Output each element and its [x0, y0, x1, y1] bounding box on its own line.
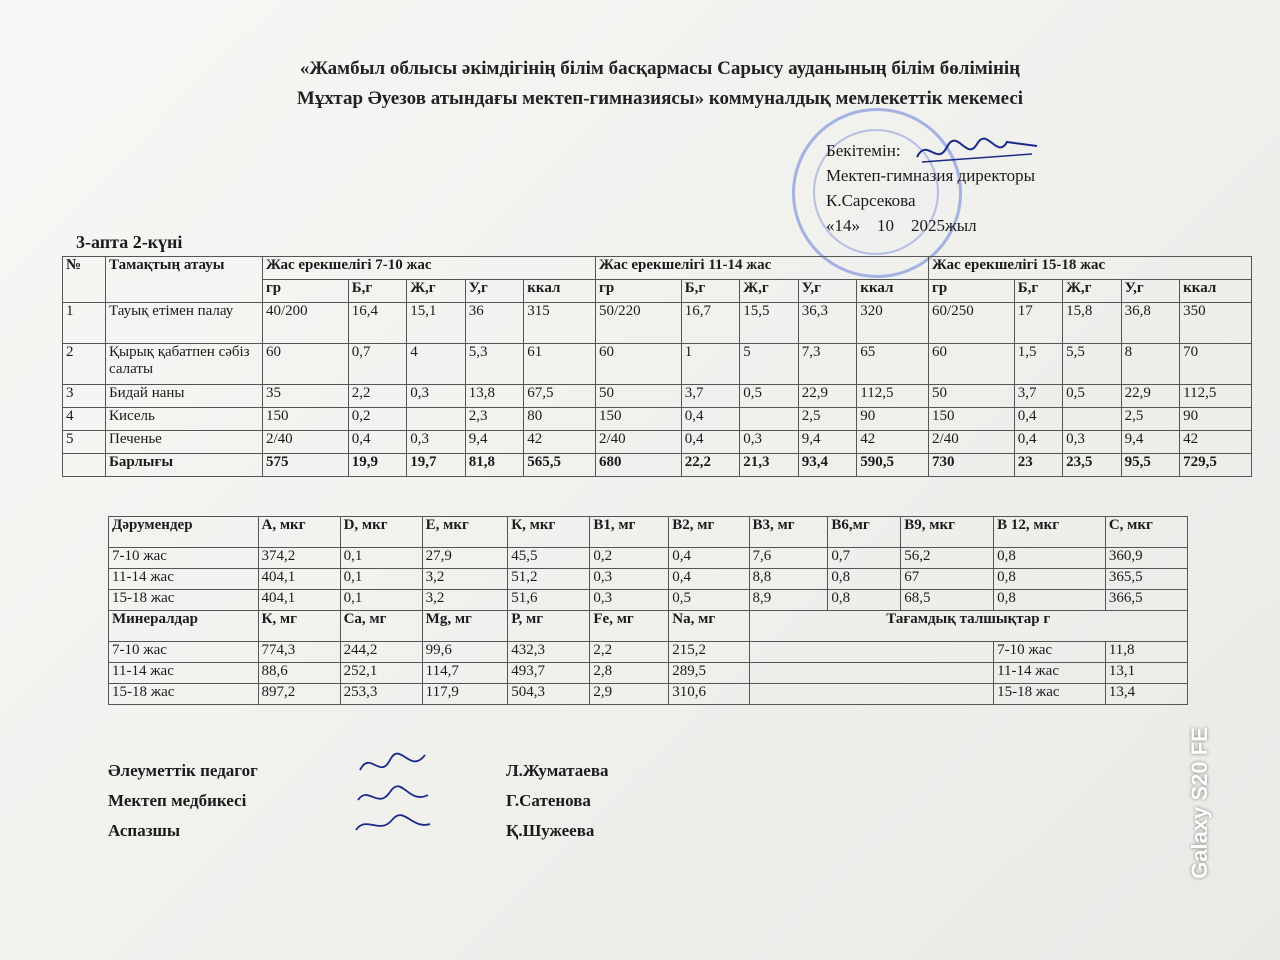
- total-row: [63, 454, 1252, 477]
- mineral-header-0: Минералдар: [109, 611, 259, 642]
- mineral-age: 7-10 жас: [109, 642, 259, 663]
- cell: 2,5: [1121, 408, 1180, 431]
- watermark-text: Galaxy S20 FE: [1187, 727, 1212, 879]
- dish-name: Бидай наны: [106, 385, 263, 408]
- mineral-header-2: Са, мг: [340, 611, 422, 642]
- fiber-value: 13,4: [1105, 684, 1187, 705]
- cell: 40/200: [263, 303, 349, 344]
- vitamin-cell: 0,7: [828, 548, 901, 569]
- cell: 36,8: [1121, 303, 1180, 344]
- mineral-cell: 99,6: [422, 642, 508, 663]
- mineral-cell: 252,1: [340, 663, 422, 684]
- mineral-header-row: [109, 611, 1188, 642]
- subhead-2-1: Б,г: [1014, 280, 1062, 303]
- vitamin-header-8: В6,мг: [828, 517, 901, 548]
- cell: 2,2: [348, 385, 407, 408]
- cell: 16,7: [681, 303, 740, 344]
- cell: 0,3: [407, 385, 466, 408]
- cell: 70: [1180, 344, 1252, 385]
- fiber-header: Тағамдық талшықтар г: [749, 611, 1187, 642]
- mineral-header-1: К, мг: [258, 611, 340, 642]
- table-row: [63, 408, 1252, 431]
- mineral-cell: 774,3: [258, 642, 340, 663]
- total-cell: 23: [1014, 454, 1062, 477]
- name-social-pedagogue: Л.Жуматаева: [506, 761, 609, 780]
- row-no: 4: [63, 408, 106, 431]
- vitamin-cell: 3,2: [422, 569, 508, 590]
- cell: 15,8: [1063, 303, 1122, 344]
- cell: 112,5: [857, 385, 929, 408]
- cell: 5,5: [1063, 344, 1122, 385]
- cell: 4: [407, 344, 466, 385]
- cell: 0,4: [681, 431, 740, 454]
- mineral-cell: 2,9: [590, 684, 669, 705]
- subhead-0-0: гр: [263, 280, 349, 303]
- fiber-age: 7-10 жас: [994, 642, 1106, 663]
- approval-title: Бекітемін:: [826, 141, 901, 160]
- cell: 1: [681, 344, 740, 385]
- cell: 150: [263, 408, 349, 431]
- total-cell: 729,5: [1180, 454, 1252, 477]
- vitamin-cell: 0,2: [590, 548, 669, 569]
- mineral-cell: 2,2: [590, 642, 669, 663]
- mineral-header-6: Na, мг: [669, 611, 749, 642]
- cell: 35: [263, 385, 349, 408]
- table-row: [63, 431, 1252, 454]
- cell: 112,5: [1180, 385, 1252, 408]
- vitamin-cell: 11-14 жас: [109, 569, 259, 590]
- vitamin-header-5: В1, мг: [590, 517, 669, 548]
- mineral-age: 15-18 жас: [109, 684, 259, 705]
- vitamin-cell: 0,1: [340, 569, 422, 590]
- vitamin-cell: 45,5: [508, 548, 590, 569]
- dish-name: Тауық етімен палау: [106, 303, 263, 344]
- vitamin-cell: 360,9: [1105, 548, 1187, 569]
- row-no: 3: [63, 385, 106, 408]
- mineral-cell: 504,3: [508, 684, 590, 705]
- vitamin-cell: 67: [901, 569, 994, 590]
- cell: 2,5: [798, 408, 857, 431]
- cell: 90: [857, 408, 929, 431]
- cell: 61: [524, 344, 596, 385]
- fiber-age: 11-14 жас: [994, 663, 1106, 684]
- subhead-1-3: У,г: [798, 280, 857, 303]
- fiber-blank: [749, 684, 994, 705]
- total-cell: 81,8: [465, 454, 524, 477]
- cell: 0,4: [1014, 408, 1062, 431]
- fiber-blank: [749, 642, 994, 663]
- mineral-cell: 244,2: [340, 642, 422, 663]
- subhead-1-0: гр: [596, 280, 682, 303]
- subhead-2-3: У,г: [1121, 280, 1180, 303]
- cell: 0,3: [740, 431, 799, 454]
- vitamin-cell: 0,8: [994, 569, 1106, 590]
- mineral-cell: 88,6: [258, 663, 340, 684]
- group-header-11-14: Жас ерекшелігі 11-14 жас: [596, 257, 929, 280]
- table-row: [63, 385, 1252, 408]
- dish-name: Қырық қабатпен сәбіз салаты: [106, 344, 263, 385]
- vitamin-cell: 3,2: [422, 590, 508, 611]
- camera-watermark: [1180, 700, 1220, 910]
- vitamin-cell: 51,2: [508, 569, 590, 590]
- group-header-7-10: Жас ерекшелігі 7-10 жас: [263, 257, 596, 280]
- total-cell: 575: [263, 454, 349, 477]
- subhead-2-0: гр: [929, 280, 1015, 303]
- vitamin-header-11: С, мкг: [1105, 517, 1187, 548]
- vitamin-cell: 56,2: [901, 548, 994, 569]
- role-cook: Аспазшы: [108, 821, 181, 840]
- vitamin-cell: 0,8: [994, 548, 1106, 569]
- approval-name: К.Сарсекова: [826, 191, 916, 210]
- cell: 17: [1014, 303, 1062, 344]
- mineral-cell: 310,6: [669, 684, 749, 705]
- cell: 2/40: [263, 431, 349, 454]
- fiber-value: 13,1: [1105, 663, 1187, 684]
- mineral-cell: 117,9: [422, 684, 508, 705]
- cell: 0,5: [740, 385, 799, 408]
- vitamin-header-row: [109, 517, 1188, 548]
- cell: 90: [1180, 408, 1252, 431]
- vitamin-cell: 8,9: [749, 590, 828, 611]
- cell: 42: [857, 431, 929, 454]
- role-social-pedagogue: Әлеуметтік педагог: [108, 761, 258, 780]
- vitamin-row: [109, 590, 1188, 611]
- vitamin-cell: 8,8: [749, 569, 828, 590]
- vitamin-cell: 68,5: [901, 590, 994, 611]
- vitamin-header-6: В2, мг: [669, 517, 749, 548]
- vitamin-cell: 0,5: [669, 590, 749, 611]
- vitamin-cell: 366,5: [1105, 590, 1187, 611]
- cell: 16,4: [348, 303, 407, 344]
- vitamin-cell: 0,4: [669, 548, 749, 569]
- fiber-value: 11,8: [1105, 642, 1187, 663]
- vitamin-header-4: К, мкг: [508, 517, 590, 548]
- subhead-2-4: ккал: [1180, 280, 1252, 303]
- mineral-cell: 215,2: [669, 642, 749, 663]
- vitamin-cell: 0,8: [828, 569, 901, 590]
- vitamin-cell: 404,1: [258, 590, 340, 611]
- vitamin-row: [109, 548, 1188, 569]
- cell: 36,3: [798, 303, 857, 344]
- signature-roles: [108, 756, 258, 846]
- vitamin-mineral-table: [108, 516, 1188, 705]
- cell: 22,9: [1121, 385, 1180, 408]
- cell: 9,4: [798, 431, 857, 454]
- cell: 50: [929, 385, 1015, 408]
- cell: 7,3: [798, 344, 857, 385]
- cell: 42: [524, 431, 596, 454]
- row-no: 5: [63, 431, 106, 454]
- cell: 67,5: [524, 385, 596, 408]
- cell: 36: [465, 303, 524, 344]
- mineral-row: [109, 642, 1188, 663]
- total-cell: 21,3: [740, 454, 799, 477]
- cell: 2/40: [596, 431, 682, 454]
- role-school-nurse: Мектеп медбикесі: [108, 791, 247, 810]
- name-school-nurse: Г.Сатенова: [506, 791, 591, 810]
- vitamin-row: [109, 569, 1188, 590]
- header-line-2: Мұхтар Әуезов атындағы мектеп-гимназиясы» коммуналдық мемлекеттік мекемесі: [296, 88, 1024, 109]
- cell: 13,8: [465, 385, 524, 408]
- cell: 5,3: [465, 344, 524, 385]
- director-signature: [912, 132, 1042, 172]
- subhead-1-2: Ж,г: [740, 280, 799, 303]
- cell: [407, 408, 466, 431]
- cell: 0,2: [348, 408, 407, 431]
- total-cell: 95,5: [1121, 454, 1180, 477]
- cell: 9,4: [1121, 431, 1180, 454]
- cell: 0,4: [348, 431, 407, 454]
- row-no: 2: [63, 344, 106, 385]
- mineral-cell: 493,7: [508, 663, 590, 684]
- subhead-0-2: Ж,г: [407, 280, 466, 303]
- total-cell: 19,7: [407, 454, 466, 477]
- cell: 0,4: [1014, 431, 1062, 454]
- row-no: 1: [63, 303, 106, 344]
- vitamin-cell: 15-18 жас: [109, 590, 259, 611]
- cell: 0,3: [1063, 431, 1122, 454]
- subhead-1-1: Б,г: [681, 280, 740, 303]
- cell: 0,7: [348, 344, 407, 385]
- fiber-age: 15-18 жас: [994, 684, 1106, 705]
- mineral-row: [109, 663, 1188, 684]
- cell: 2/40: [929, 431, 1015, 454]
- mineral-cell: 2,8: [590, 663, 669, 684]
- col-name-header: Тамақтың атауы: [106, 257, 263, 303]
- cell: 5: [740, 344, 799, 385]
- cell: 60: [929, 344, 1015, 385]
- subhead-0-3: У,г: [465, 280, 524, 303]
- vitamin-cell: 404,1: [258, 569, 340, 590]
- vitamin-header-3: Е, мкг: [422, 517, 508, 548]
- mineral-cell: 432,3: [508, 642, 590, 663]
- mineral-row: [109, 684, 1188, 705]
- mineral-cell: 897,2: [258, 684, 340, 705]
- subhead-1-4: ккал: [857, 280, 929, 303]
- cell: 42: [1180, 431, 1252, 454]
- cell: 0,4: [681, 408, 740, 431]
- menu-table: [62, 256, 1252, 477]
- cell: 1,5: [1014, 344, 1062, 385]
- staff-signatures: [350, 740, 450, 840]
- approval-date: «14» 10 2025жыл: [826, 216, 977, 235]
- cell: 3,7: [1014, 385, 1062, 408]
- mineral-header-5: Fe, мг: [590, 611, 669, 642]
- total-no-cell: [63, 454, 106, 477]
- total-cell: 93,4: [798, 454, 857, 477]
- vitamin-header-7: В3, мг: [749, 517, 828, 548]
- cell: 50/220: [596, 303, 682, 344]
- cell: 15,5: [740, 303, 799, 344]
- vitamin-cell: 0,3: [590, 569, 669, 590]
- week-day-label: 3-апта 2-күні: [76, 232, 183, 252]
- table-row: [63, 344, 1252, 385]
- cell: 0,3: [407, 431, 466, 454]
- cell: 65: [857, 344, 929, 385]
- cell: 15,1: [407, 303, 466, 344]
- cell: 9,4: [465, 431, 524, 454]
- vitamin-header-2: D, мкг: [340, 517, 422, 548]
- vitamin-cell: 7,6: [749, 548, 828, 569]
- vitamin-header-9: В9, мкг: [901, 517, 994, 548]
- cell: 320: [857, 303, 929, 344]
- vitamin-cell: 0,8: [828, 590, 901, 611]
- vitamin-cell: 51,6: [508, 590, 590, 611]
- subhead-0-1: Б,г: [348, 280, 407, 303]
- cell: 2,3: [465, 408, 524, 431]
- cell: 60: [596, 344, 682, 385]
- approval-position: Мектеп-гимназия директоры: [826, 166, 1036, 185]
- cell: 0,5: [1063, 385, 1122, 408]
- vitamin-header-10: В 12, мкг: [994, 517, 1106, 548]
- vitamin-cell: 0,4: [669, 569, 749, 590]
- subhead-2-2: Ж,г: [1063, 280, 1122, 303]
- col-no-header: №: [63, 257, 106, 303]
- vitamin-cell: 7-10 жас: [109, 548, 259, 569]
- vitamin-header-0: Дәрумендер: [109, 517, 259, 548]
- mineral-header-3: Mg, мг: [422, 611, 508, 642]
- cell: [740, 408, 799, 431]
- table-row: [63, 303, 1252, 344]
- cell: 8: [1121, 344, 1180, 385]
- cell: 315: [524, 303, 596, 344]
- vitamin-cell: 374,2: [258, 548, 340, 569]
- fiber-blank: [749, 663, 994, 684]
- dish-name: Печенье: [106, 431, 263, 454]
- vitamin-cell: 0,3: [590, 590, 669, 611]
- total-cell: 19,9: [348, 454, 407, 477]
- mineral-age: 11-14 жас: [109, 663, 259, 684]
- mineral-header-4: Р, мг: [508, 611, 590, 642]
- subhead-0-4: ккал: [524, 280, 596, 303]
- vitamin-header-1: А, мкг: [258, 517, 340, 548]
- total-cell: 23,5: [1063, 454, 1122, 477]
- vitamin-cell: 365,5: [1105, 569, 1187, 590]
- vitamin-cell: 0,1: [340, 590, 422, 611]
- cell: 3,7: [681, 385, 740, 408]
- cell: [1063, 408, 1122, 431]
- cell: 80: [524, 408, 596, 431]
- vitamin-cell: 0,8: [994, 590, 1106, 611]
- signature-names: [506, 756, 609, 846]
- cell: 60/250: [929, 303, 1015, 344]
- cell: 60: [263, 344, 349, 385]
- total-cell: 22,2: [681, 454, 740, 477]
- cell: 50: [596, 385, 682, 408]
- cell: 150: [596, 408, 682, 431]
- name-cook: Қ.Шужеева: [506, 821, 595, 840]
- mineral-cell: 114,7: [422, 663, 508, 684]
- header-line-1: «Жамбыл облысы әкімдігінің білім басқармасы Сарысу ауданының білім бөлімінің: [299, 58, 1021, 79]
- total-label: Барлығы: [106, 454, 263, 477]
- cell: 150: [929, 408, 1015, 431]
- total-cell: 565,5: [524, 454, 596, 477]
- total-cell: 680: [596, 454, 682, 477]
- cell: 350: [1180, 303, 1252, 344]
- dish-name: Кисель: [106, 408, 263, 431]
- group-header-15-18: Жас ерекшелігі 15-18 жас: [929, 257, 1252, 280]
- total-cell: 590,5: [857, 454, 929, 477]
- vitamin-cell: 0,1: [340, 548, 422, 569]
- mineral-cell: 289,5: [669, 663, 749, 684]
- vitamin-cell: 27,9: [422, 548, 508, 569]
- total-cell: 730: [929, 454, 1015, 477]
- mineral-cell: 253,3: [340, 684, 422, 705]
- cell: 22,9: [798, 385, 857, 408]
